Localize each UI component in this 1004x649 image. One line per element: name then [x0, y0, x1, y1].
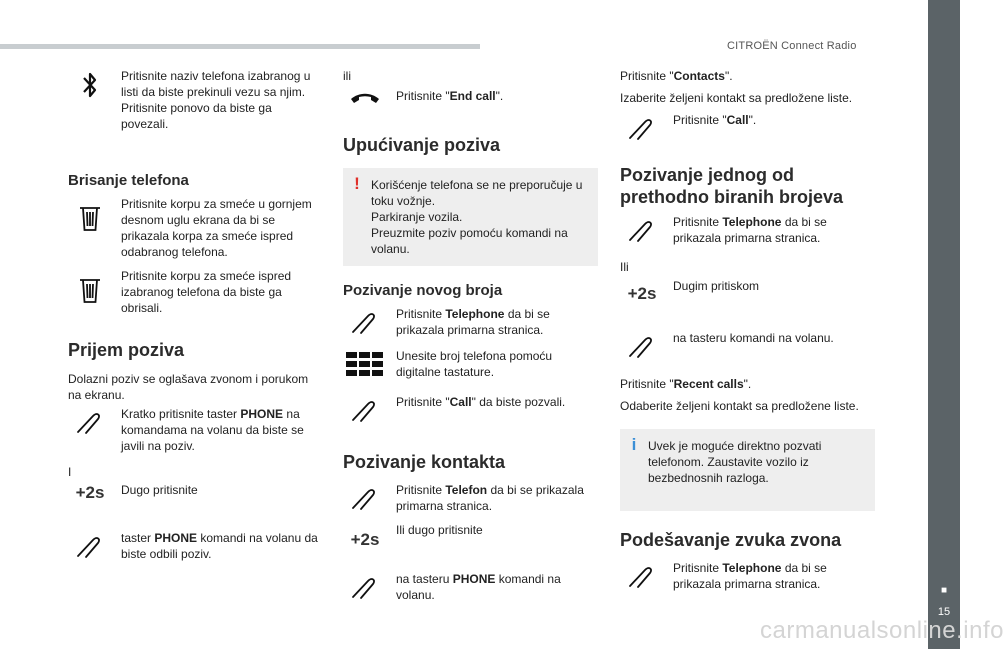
header-rule [0, 44, 480, 49]
jednog-title: Pozivanje jednog od prethodno biranih brojeva [620, 165, 844, 207]
keypad-icon [343, 348, 387, 388]
long-press-icon: +2s [350, 530, 380, 549]
trash-icon [68, 268, 112, 308]
keypad-text: Unesite broj telefona pomoću digitalne tastature. [396, 349, 553, 379]
call-text: Pritisnite "Call". [673, 113, 757, 127]
recent-text: Pritisnite "Recent calls". [620, 377, 752, 391]
upucivanje-title: Upućivanje poziva [343, 135, 501, 155]
press-icon [343, 394, 387, 434]
taster-text: taster PHONE komandi na volanu da biste odbili poziv. [121, 531, 318, 561]
warning-text: Korišćenje telefona se ne preporučuje u toku vožnje. Parkiranje vozila. Preuzmite poziv pomoću komandi na volanu. [371, 178, 583, 256]
kratko-text: Kratko pritisnite taster PHONE na komandama na volanu da biste se javili na poziv. [121, 407, 304, 453]
trash-text-2: Pritisnite korpu za smeće ispred izabranog telefona da biste ga obrisali. [121, 269, 292, 315]
endcall-text: Pritisnite "End call". [396, 89, 504, 103]
call-text: Pritisnite "Call" da biste pozvali. [396, 395, 566, 409]
press-icon [343, 482, 387, 522]
i-label: I [68, 465, 72, 479]
warning-icon: ! [354, 174, 360, 193]
na-tasteru-text: na tasteru PHONE komandi na volanu. [396, 572, 561, 602]
odaberite-text: Odaberite željeni kontakt sa predložene liste. [620, 399, 859, 413]
ili-label: ili [343, 69, 351, 83]
contacts-text: Pritisnite "Contacts". [620, 69, 733, 83]
bluetooth-icon [68, 68, 112, 108]
press-icon [343, 571, 387, 611]
info-box [620, 429, 875, 511]
telephone-text: Pritisnite Telephone da bi se prikazala primarna stranica. [673, 215, 827, 245]
prijem-title: Prijem poziva [68, 340, 185, 360]
press-icon [620, 560, 664, 600]
dugo-text: Dugo pritisnite [121, 483, 198, 497]
press-icon [620, 330, 664, 370]
press-icon [68, 530, 112, 570]
page-number: 15 [937, 606, 951, 618]
kontakta-title: Pozivanje kontakta [343, 452, 506, 472]
long-press-icon: +2s [75, 483, 105, 502]
volanu-text: na tasteru komandi na volanu. [673, 331, 834, 345]
info-icon: i [631, 435, 637, 454]
ili-dugo-text: Ili dugo pritisnite [396, 523, 483, 537]
page-sidebar [928, 0, 960, 649]
watermark: carmanualsonline.info [760, 617, 1004, 644]
press-icon [620, 214, 664, 254]
page-dot: ■ [940, 585, 948, 596]
brand-title: CITROËN Connect Radio [727, 40, 857, 52]
brisanje-title: Brisanje telefona [68, 172, 189, 189]
trash-icon [68, 196, 112, 236]
long-press-icon: +2s [627, 284, 657, 303]
telefon-text: Pritisnite Telefon da bi se prikazala primarna stranica. [396, 483, 584, 513]
izaberite-text: Izaberite željeni kontakt sa predložene liste. [620, 91, 853, 105]
press-icon [343, 306, 387, 346]
prijem-intro: Dolazni poziv se oglašava zvonom i porukom na ekranu. [68, 372, 309, 402]
press-icon [68, 406, 112, 446]
warning-box [343, 168, 598, 266]
bluetooth-text: Pritisnite naziv telefona izabranog u listi da biste prekinuli vezu sa njim. Pritisnite ponovo da biste ga povezali. [121, 69, 311, 131]
trash-text-1: Pritisnite korpu za smeće u gornjem desnom uglu ekrana da bi se prikazala korpa za smeće ispred odabranog telefona. [121, 197, 312, 259]
press-icon [620, 112, 664, 152]
telephone-text-2: Pritisnite Telephone da bi se prikazala primarna stranica. [673, 561, 827, 591]
zvona-title: Podešavanje zvuka zvona [620, 530, 842, 550]
ili-label: Ili [620, 260, 629, 274]
dugim-text: Dugim pritiskom [673, 279, 760, 293]
info-text: Uvek je moguće direktno pozvati telefonom. Zaustavite vozilo iz bezbednosnih razloga. [648, 439, 822, 485]
telephone-text: Pritisnite Telephone da bi se prikazala primarna stranica. [396, 307, 550, 337]
end-call-icon [343, 88, 387, 128]
novi-title: Pozivanje novog broja [343, 282, 503, 299]
